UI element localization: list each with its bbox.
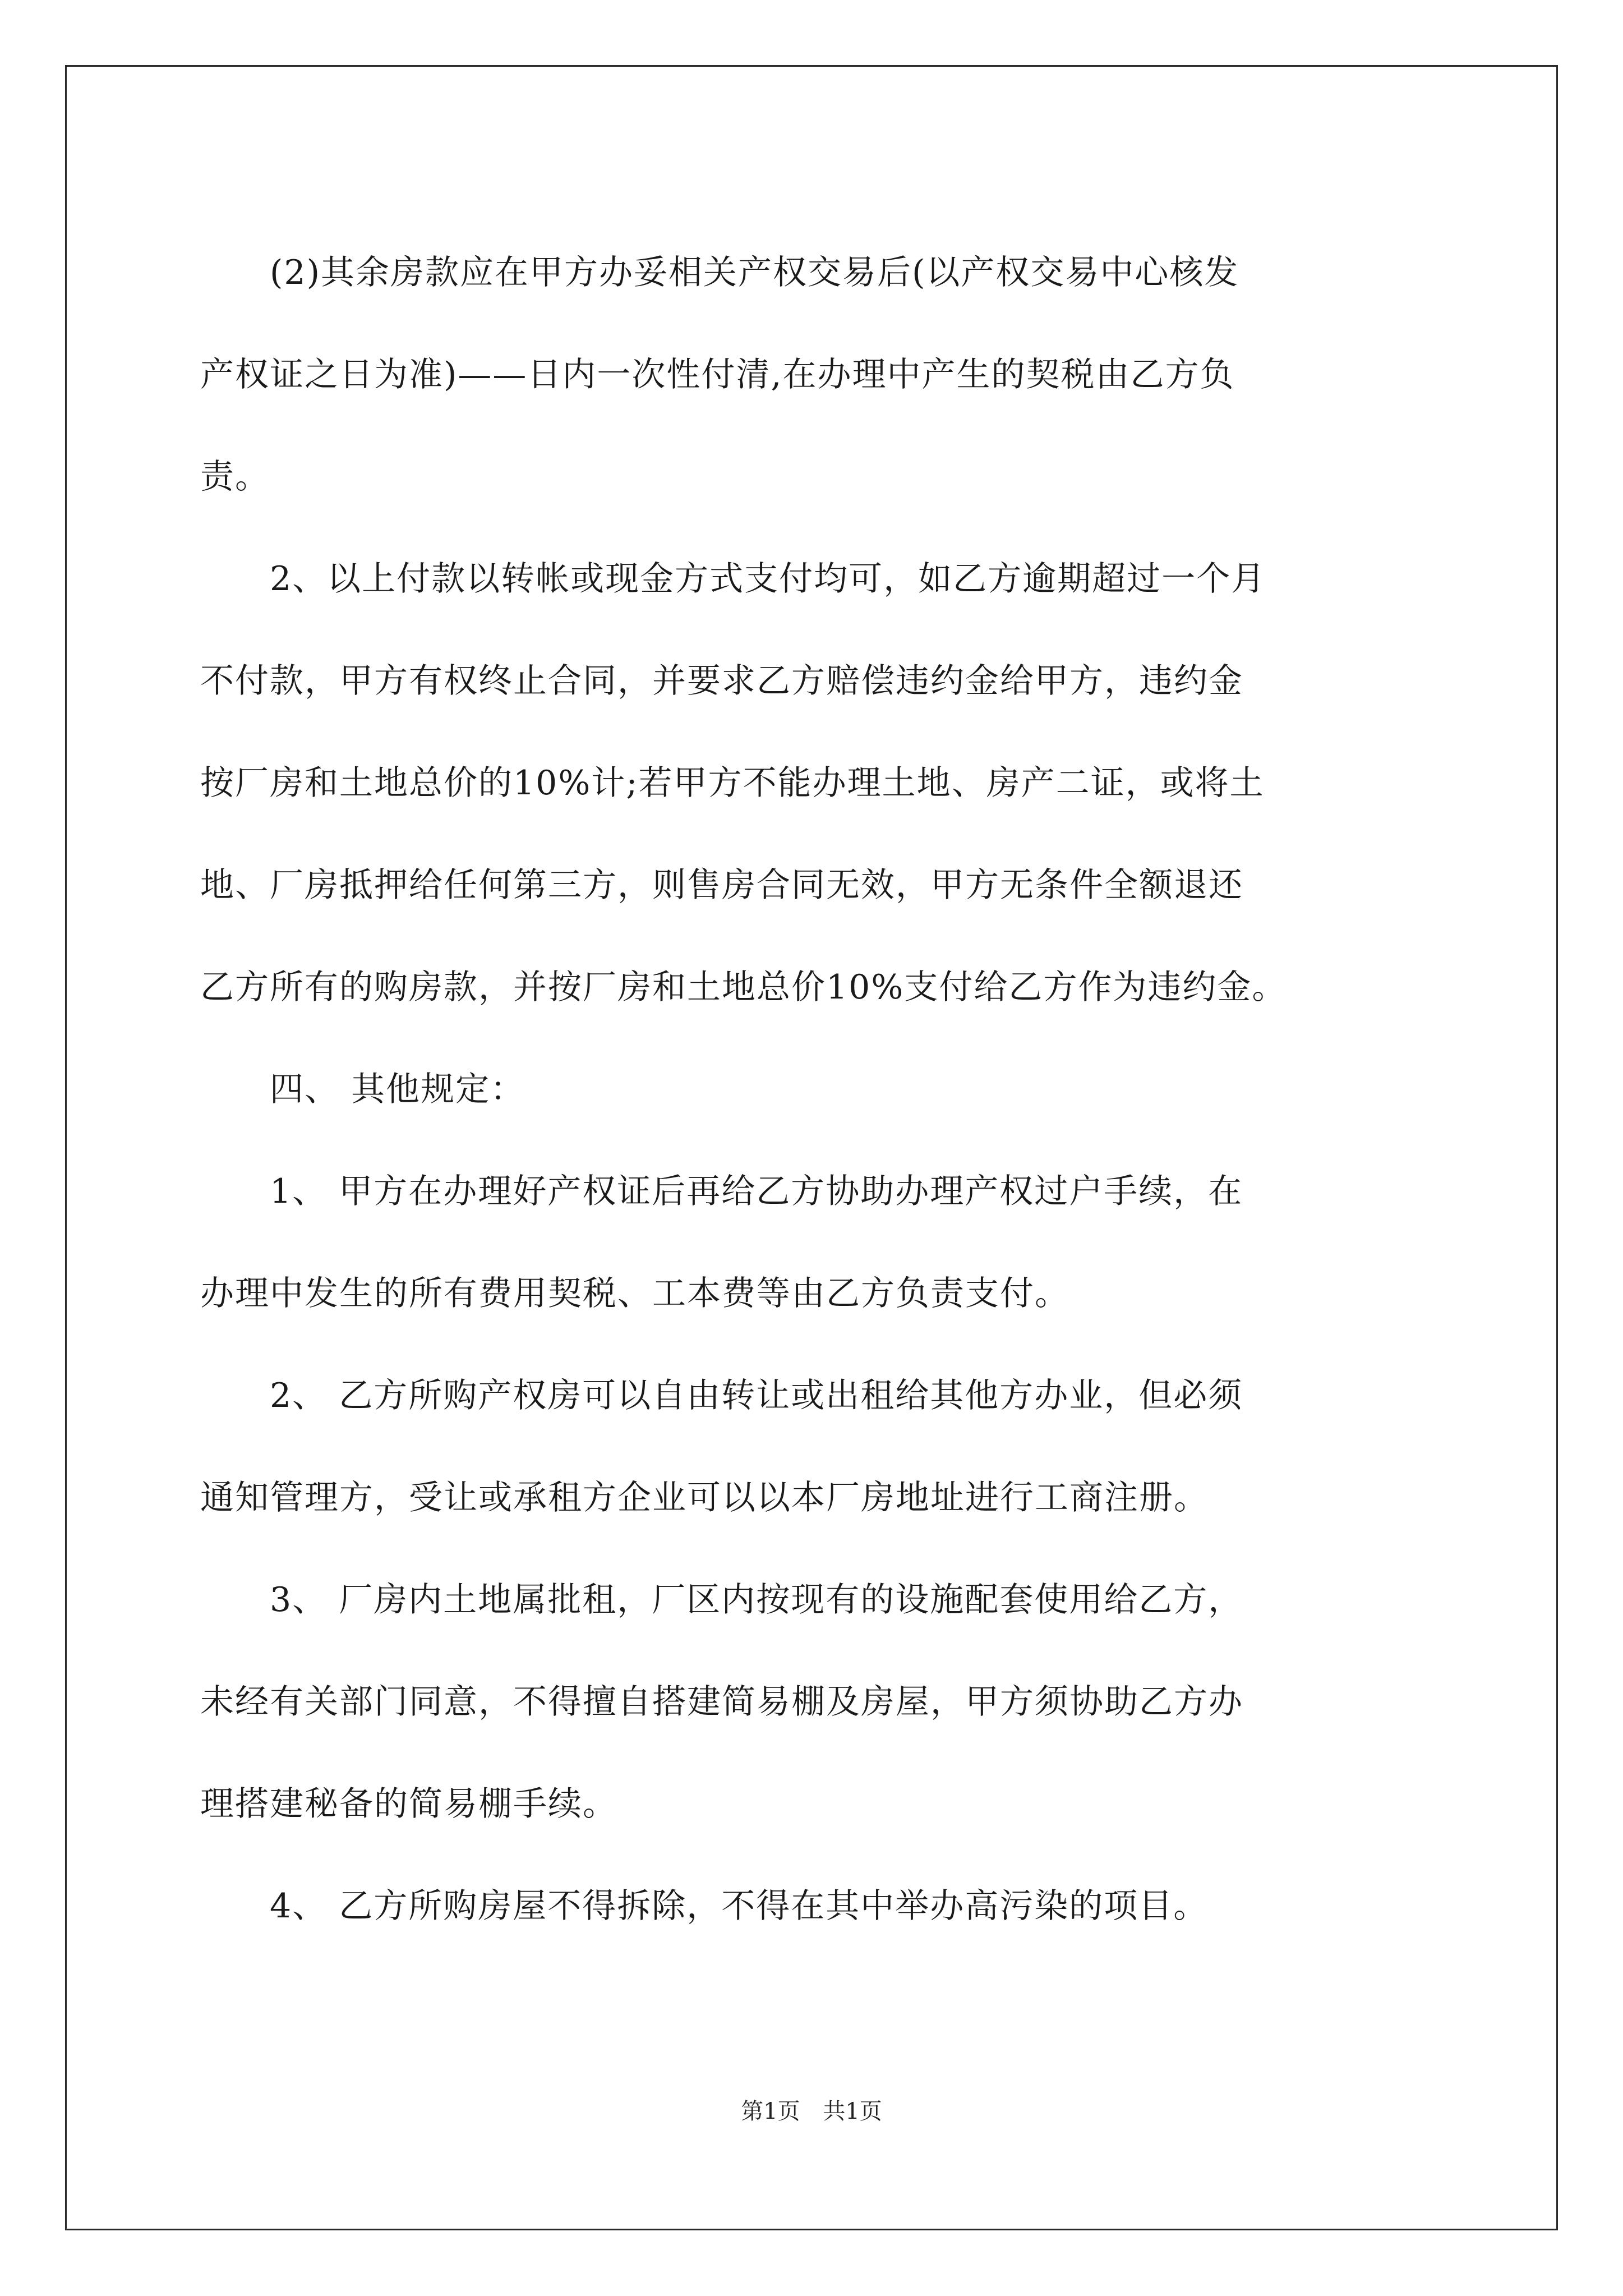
paragraph-provision-1 [200, 1140, 1434, 1345]
text-line: 1、 甲方在办理好产权证后再给乙方协助办理产权过户手续，在 [270, 1172, 1243, 1211]
text-line: 2、 乙方所购产权房可以自由转让或出租给其他方办业，但必须 [270, 1376, 1243, 1415]
text-line: 理搭建秘备的简易棚手续。 [200, 1784, 617, 1824]
page-number-total: 共1页 [823, 2099, 882, 2124]
page-number-current: 第1页 [741, 2099, 800, 2124]
paragraph-provision-3 [200, 1549, 1434, 1855]
text-line: 乙方所有的购房款，并按厂房和土地总价10%支付给乙方作为违约金。 [200, 968, 1287, 1007]
document-body [200, 222, 1434, 1957]
text-line: 办理中发生的所有费用契税、工本费等由乙方负责支付。 [200, 1274, 1069, 1313]
text-line: 责。 [200, 457, 270, 496]
text-line: 通知管理方，受让或承租方企业可以以本厂房地址进行工商注册。 [200, 1478, 1209, 1517]
text-line: 4、 乙方所购房屋不得拆除，不得在其中举办高污染的项目。 [270, 1887, 1209, 1926]
text-line: (2)其余房款应在甲方办妥相关产权交易后(以产权交易中心核发 [270, 253, 1239, 292]
paragraph-remaining-payment [200, 222, 1434, 528]
heading-text: 四、 其他规定： [270, 1070, 525, 1109]
paragraph-payment-terms [200, 528, 1434, 1038]
text-line: 未经有关部门同意，不得擅自搭建简易棚及房屋，甲方须协助乙方办 [200, 1682, 1243, 1722]
page-footer [0, 2093, 1623, 2125]
text-line: 不付款，甲方有权终止合同，并要求乙方赔偿违约金给甲方，违约金 [200, 661, 1243, 701]
text-line: 按厂房和土地总价的10%计;若甲方不能办理土地、房产二证，或将土 [200, 763, 1265, 803]
section-heading-other-provisions [200, 1038, 1434, 1140]
text-line: 产权证之日为准)——日内一次性付清,在办理中产生的契税由乙方负 [200, 355, 1235, 394]
text-line: 2、以上付款以转帐或现金方式支付均可，如乙方逾期超过一个月 [270, 559, 1266, 599]
text-line: 地、厂房抵押给任何第三方，则售房合同无效，甲方无条件全额退还 [200, 866, 1243, 905]
paragraph-provision-2 [200, 1345, 1434, 1549]
paragraph-provision-4 [200, 1855, 1434, 1957]
text-line: 3、 厂房内土地属批租，厂区内按现有的设施配套使用给乙方， [270, 1580, 1243, 1619]
